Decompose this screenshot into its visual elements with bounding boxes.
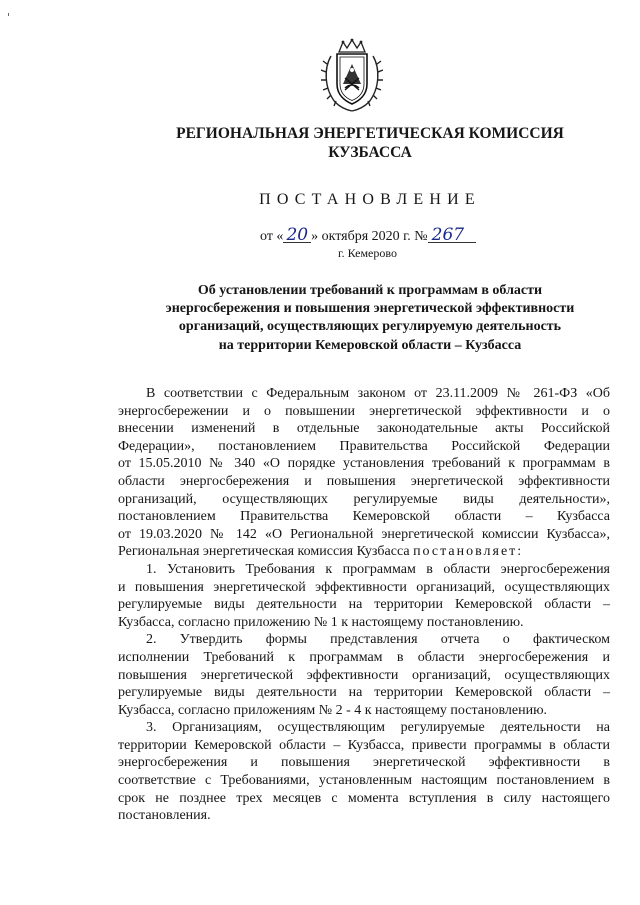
- item-3-line: соответствие с Требованиями, установленным настоящим постановлением в: [118, 773, 610, 789]
- date-day-handwritten: 20: [283, 228, 311, 243]
- preamble-line: Федерации», постановлением Правительства Российской Федерации: [118, 438, 610, 454]
- document-number-handwritten: 267: [428, 228, 476, 243]
- item-1-line: и повышения энергетической эффективности организаций, осуществляющих: [118, 579, 610, 595]
- preamble-line: организаций, осуществляющих регулируемые виды деятельности»,: [118, 491, 610, 507]
- org-name-line-1: РЕГИОНАЛЬНАЯ ЭНЕРГЕТИЧЕСКАЯ КОМИССИЯ: [176, 125, 564, 142]
- subject-line: на территории Кемеровской области – Кузбасса: [218, 337, 522, 353]
- preamble-line: энергосбережении и о повышении энергетической эффективности и о: [118, 403, 610, 419]
- item-2-line: исполнении Требований к программам в области энергосбережения и: [118, 649, 610, 665]
- subject-line: Об установлении требований к программам в области: [197, 283, 543, 298]
- document-type: ПОСТАНОВЛЕНИЕ: [259, 191, 481, 208]
- city-name: г. Кемерово: [338, 246, 397, 260]
- document-body: [118, 385, 610, 825]
- date-and-number-line: [260, 225, 476, 245]
- item-3-line: срок не позднее трех месяцев с момента вступления в силу настоящего: [118, 790, 610, 806]
- preamble-end: Региональная энергетическая комиссия Кузбасса: [118, 544, 410, 560]
- item-3-line: энергосбережения и повышения энергетической эффективности в: [118, 755, 610, 771]
- item-2-line: Кузбасса, согласно приложениям № 2 - 4 к настоящему постановлению.: [118, 702, 548, 718]
- item-3-line: постановления.: [118, 808, 211, 824]
- item-1-line: 1. Установить Требования к программам в области энергосбережения: [146, 561, 610, 577]
- item-2-line: регулируемые виды деятельности на территории Кемеровской области –: [118, 685, 610, 701]
- preamble-line: области энергосбережения и повышения энергетической эффективности: [118, 473, 610, 489]
- document-subject: [145, 282, 595, 355]
- subject-line: энергосбережения и повышения энергетической эффективности: [165, 301, 575, 317]
- subject-line: организаций, осуществляющих регулируемую деятельность: [178, 319, 562, 335]
- date-prefix: от «: [260, 229, 284, 244]
- preamble-line: от 15.05.2010 № 340 «О порядке установления требований к программам в: [118, 456, 610, 472]
- item-3-line: территории Кемеровской области – Кузбасса, привести программы в области: [118, 737, 610, 753]
- kuzbass-coat-of-arms-icon: [321, 38, 383, 112]
- item-2-line: повышения энергетической эффективности организаций, осуществляющих: [118, 667, 610, 683]
- preamble-line: от 19.03.2020 № 142 «О Региональной энергетической комиссии Кузбасса»,: [118, 526, 610, 542]
- org-name-line-2: КУЗБАССА: [328, 144, 412, 161]
- item-1-line: регулируемые виды деятельности на территории Кемеровской области –: [118, 597, 610, 613]
- preamble-line: В соответствии с Федеральным законом от 23.11.2009 № 261-ФЗ «Об: [146, 386, 610, 401]
- issuing-authority: [150, 124, 590, 162]
- date-middle: » октября 2020 г. №: [311, 229, 428, 244]
- resolves-verb: постановляет:: [413, 544, 524, 560]
- item-3-line: 3. Организациям, осуществляющим регулируемые деятельности на: [146, 720, 610, 736]
- scan-mark: [8, 13, 9, 16]
- preamble-line: внесении изменений в отдельные законодательные акты Российской: [118, 421, 610, 437]
- item-2-line: 2. Утвердить формы представления отчета о фактическом: [146, 632, 610, 648]
- preamble-line: постановлением Правительства Кемеровской области – Кузбасса: [118, 509, 610, 525]
- preamble-line: [118, 543, 610, 561]
- item-1-line: Кузбасса, согласно приложению № 1 к настоящему постановлению.: [118, 614, 524, 630]
